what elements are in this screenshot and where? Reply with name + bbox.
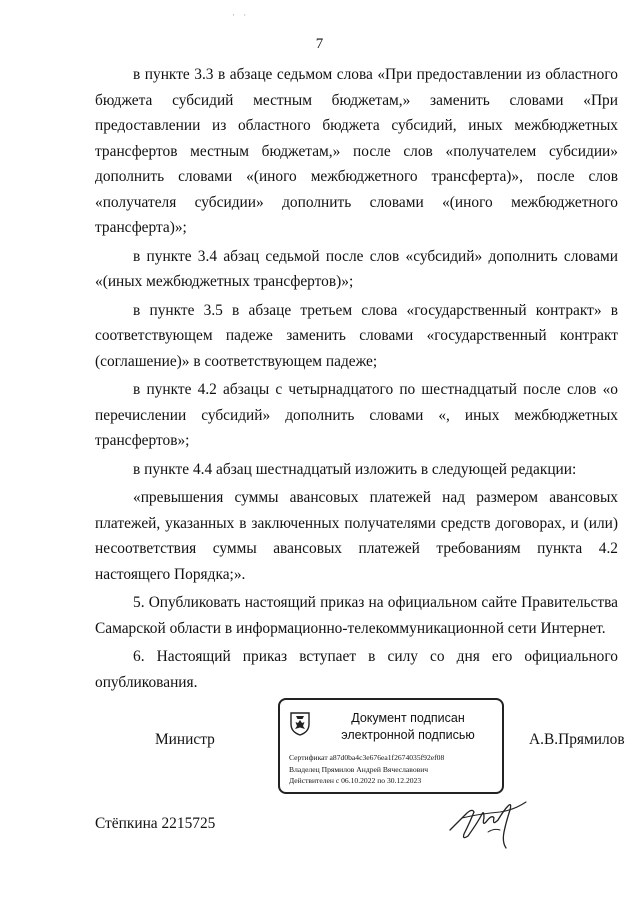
paragraph-6: «превышения суммы авансовых платежей над размером авансовых платежей, указанных в заключенных получателями средств договорах, и (или) несоответствия суммы авансовых платежей требованиям пункта 4.2 настоящего Порядка;». (95, 489, 618, 583)
page-specks: · · (232, 10, 250, 20)
stamp-title-line1: Документ подписан (351, 711, 465, 725)
handwritten-signature (448, 792, 536, 852)
minister-label: Министр (155, 731, 215, 748)
stamp-owner: Владелец Прямилов Андрей Вячеславович (289, 764, 429, 774)
samara-coat-of-arms-icon (289, 710, 311, 736)
paragraph-8: 6. Настоящий приказ вступает в силу со дня его официального опубликования. (95, 648, 618, 691)
stamp-title (316, 710, 500, 744)
paragraph-7: 5. Опубликовать настоящий приказ на официальном сайте Правительства Самарской области в информационно-телекоммуникационной сети Интернет. (95, 594, 618, 637)
signer-name: А.В.Прямилов (529, 731, 625, 748)
electronic-signature-stamp (278, 698, 504, 794)
paragraph-4: в пункте 4.2 абзацы с четырнадцатого по шестнадцатый после слов «о перечислении субсидий» дополнить словами «, иных межбюджетных трансфертов»; (95, 381, 618, 449)
stamp-details (289, 752, 444, 787)
paragraph-2: в пункте 3.4 абзац седьмой после слов «субсидий» дополнить словами «(иных межбюджетных трансфертов)»; (95, 247, 618, 290)
executor-contact: Стёпкина 2215725 (95, 815, 216, 832)
stamp-title-line2: электронной подписью (341, 728, 475, 742)
stamp-certificate: Сертификат a87d0ba4c3e676ea1f2674035f92ef08 (289, 753, 445, 762)
page-number: 7 (315, 36, 324, 52)
document-body (95, 62, 618, 698)
paragraph-3: в пункте 3.5 в абзаце третьем слова «государственный контракт» в соответствующем падеже заменить словами «государственный контракт (соглашение)» в соответствующем падеже; (95, 301, 618, 370)
paragraph-5: в пункте 4.4 абзац шестнадцатый изложить в следующей редакции: (133, 460, 577, 478)
paragraph-1: в пункте 3.3 в абзаце седьмом слова «При предоставлении из областного бюджета субсидий местным бюджетам,» заменить словами «При предоставлении из областного бюджета субсидий, иных межбюджетных трансфертов местным бюджетам,» после слов «получателем субсидии» дополнить словами «(иного межбюджетного трансферта)», после слов «получателя субсидии» дополнить словами «(иного межбюджетного трансферта)»; (95, 66, 618, 236)
stamp-validity: Действителен с 06.10.2022 по 30.12.2023 (289, 776, 422, 785)
